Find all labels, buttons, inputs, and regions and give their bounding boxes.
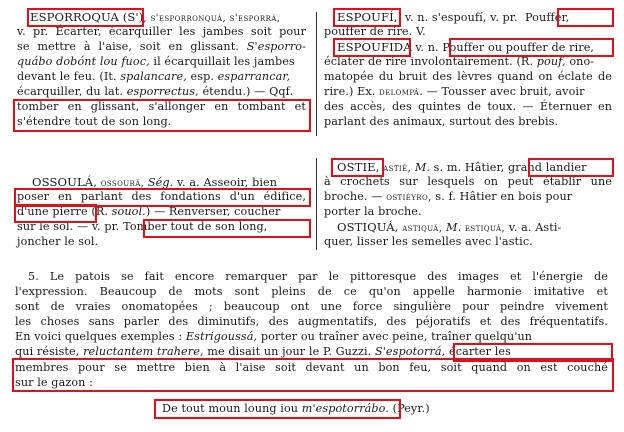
column-divider-top [316,12,317,136]
headword-esporroqua: ESPORROQUA (S') [30,10,144,24]
headword-ostiqua: OSTIQUÁ, [337,220,399,234]
headword-ossoula: OSSOULÁ, [32,175,98,189]
headword-espoufi: ESPOUFÍ, [337,10,398,24]
column-divider-middle [316,158,317,250]
headword-espoufida: ESPOUFIDA [337,40,412,54]
headword-ostie: OSTIE, [337,160,380,174]
quotation: De tout moun loung iou m'espotorrábo. (Peyr.) [162,402,430,415]
